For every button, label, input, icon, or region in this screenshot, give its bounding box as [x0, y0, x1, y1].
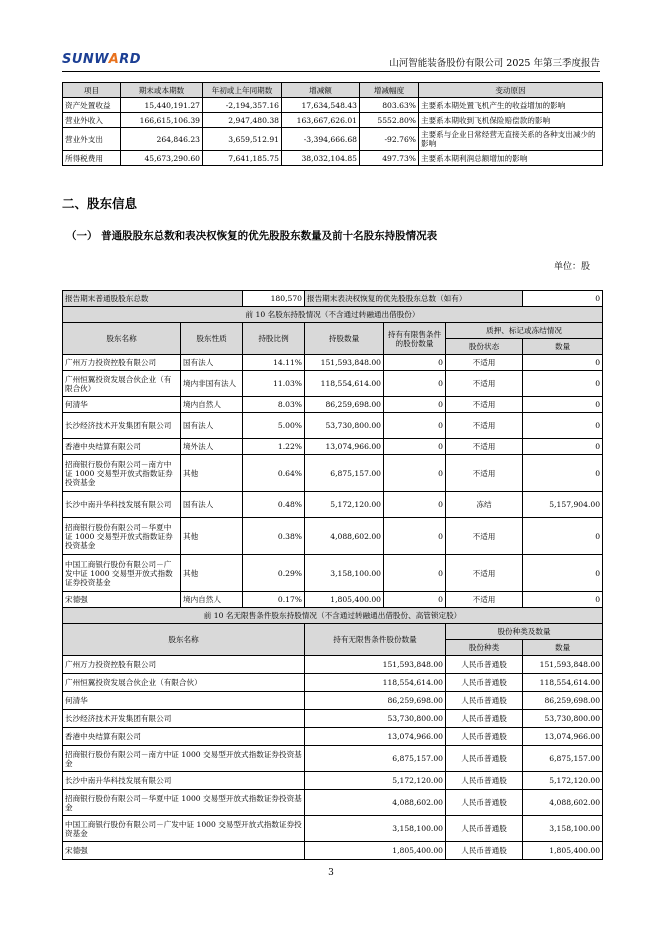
table-cell: 0 [384, 492, 446, 518]
table-cell: 人民币普通股 [446, 656, 523, 674]
table-cell: 3,158,100.00 [305, 555, 384, 592]
table-row [63, 518, 603, 555]
table-cell: 招商银行股份有限公司－华夏中证 1000 交易型开放式指数证券投资基金 [63, 790, 305, 816]
table-row [63, 98, 603, 113]
shareholder-table [62, 290, 603, 860]
table-cell: 53,730,800.00 [523, 710, 603, 728]
table-cell: 0 [523, 413, 603, 439]
table-cell: 人民币普通股 [446, 710, 523, 728]
table-cell: 1,805,400.00 [305, 842, 446, 860]
table-cell: 广州万力投资控股有限公司 [63, 355, 181, 371]
table-cell: 资产处置收益 [63, 98, 121, 113]
table-row [63, 674, 603, 692]
table-cell: 不适用 [446, 371, 523, 397]
table-cell: 招商银行股份有限公司－华夏中证 1000 交易型开放式指数证券投资基金 [63, 518, 181, 555]
unrestricted-title: 前 10 名无限售条件股东持股情况（不含通过转融通出借股份、高管锁定股） [63, 608, 603, 624]
table-row [63, 355, 603, 371]
table-cell: 不适用 [446, 355, 523, 371]
table-cell: 其他 [181, 455, 243, 492]
table-cell: 0 [523, 397, 603, 413]
table-cell: 人民币普通股 [446, 674, 523, 692]
table-row [63, 397, 603, 413]
table-cell: 86,259,698.00 [305, 397, 384, 413]
table-cell: 0 [523, 455, 603, 492]
table-cell: 118,554,614.00 [305, 674, 446, 692]
table-cell: 不适用 [446, 439, 523, 455]
column-header: 数量 [523, 339, 603, 355]
column-header: 质押、标记或冻结情况 [446, 323, 603, 339]
table-cell: 6,875,157.00 [305, 455, 384, 492]
table-row [63, 592, 603, 608]
table-row [63, 728, 603, 746]
table-cell: 长沙中南升华科技发展有限公司 [63, 772, 305, 790]
top10-title: 前 10 名股东持股情况（不含通过转融通出借股份） [63, 307, 603, 323]
column-header: 股份种类及数量 [446, 624, 603, 640]
table-cell: 0 [384, 413, 446, 439]
column-header: 持股数量 [305, 323, 384, 355]
page-number: 3 [328, 868, 334, 878]
table-cell: 53,730,800.00 [305, 413, 384, 439]
table-cell: 不适用 [446, 455, 523, 492]
table-cell: 6,875,157.00 [305, 746, 446, 772]
table-cell: 1,805,400.00 [523, 842, 603, 860]
table-cell: 不适用 [446, 592, 523, 608]
table-cell: 人民币普通股 [446, 728, 523, 746]
column-header: 股份种类 [446, 640, 523, 656]
table-cell: 4,088,602.00 [523, 790, 603, 816]
table-row [63, 151, 603, 166]
table-cell: 0 [384, 439, 446, 455]
table-cell: 5,172,120.00 [305, 772, 446, 790]
table-cell: 境内非国有法人 [181, 371, 243, 397]
table-cell: 5,172,120.00 [523, 772, 603, 790]
column-header: 项目 [63, 83, 121, 98]
table-cell: 151,593,848.00 [305, 656, 446, 674]
table-cell: 0.29% [243, 555, 305, 592]
table-cell: 2,947,480.38 [203, 113, 282, 128]
column-header: 股东名称 [63, 323, 181, 355]
column-header: 变动原因 [419, 83, 603, 98]
column-header: 持股比例 [243, 323, 305, 355]
table-cell: 0 [523, 555, 603, 592]
pref-holders-label: 报告期末表决权恢复的优先股股东总数（如有） [305, 291, 523, 307]
table-cell: 主要系本期利润总额增加的影响 [419, 151, 603, 166]
report-title: 山河智能装备股份有限公司 2025 年第三季度报告 [389, 58, 600, 69]
table-cell: 不适用 [446, 555, 523, 592]
table-cell: 长沙经济技术开发集团有限公司 [63, 413, 181, 439]
table-row [63, 656, 603, 674]
table-row [63, 413, 603, 439]
table-cell: 13,074,966.00 [305, 728, 446, 746]
table-cell: 5,157,904.00 [523, 492, 603, 518]
table-cell: 0 [523, 592, 603, 608]
table-header-row [63, 323, 603, 339]
table-cell: 4,088,602.00 [305, 518, 384, 555]
table-cell: 7,641,185.75 [203, 151, 282, 166]
table-cell: -2,194,357.16 [203, 98, 282, 113]
column-header: 股东性质 [181, 323, 243, 355]
table-cell: -3,394,666.68 [282, 128, 360, 151]
table-cell: 3,158,100.00 [523, 816, 603, 842]
table-cell: 人民币普通股 [446, 746, 523, 772]
table-cell: 主要系本期收到飞机保险赔偿款的影响 [419, 113, 603, 128]
table-cell: 15,440,191.27 [121, 98, 203, 113]
variance-table [62, 82, 603, 166]
table-cell: 0.17% [243, 592, 305, 608]
pref-holders-value: 0 [523, 291, 603, 307]
table-cell: 0.48% [243, 492, 305, 518]
table-cell: 0 [523, 371, 603, 397]
table-cell: 不适用 [446, 413, 523, 439]
table-cell: 长沙经济技术开发集团有限公司 [63, 710, 305, 728]
table-row [63, 842, 603, 860]
table-cell: 人民币普通股 [446, 816, 523, 842]
table-cell: 广州恒翼投资发展合伙企业（有限合伙） [63, 371, 181, 397]
table-cell: 广州恒翼投资发展合伙企业（有限合伙） [63, 674, 305, 692]
table-cell: 13,074,966.00 [305, 439, 384, 455]
table-row [63, 710, 603, 728]
column-header: 数量 [523, 640, 603, 656]
table-cell: 5.00% [243, 413, 305, 439]
table-row [63, 371, 603, 397]
common-holders-value: 180,570 [243, 291, 305, 307]
table-cell: 0 [384, 371, 446, 397]
company-logo: SUNWARD [62, 52, 142, 67]
table-cell: 4,088,602.00 [305, 790, 446, 816]
table-cell: 17,634,548.43 [282, 98, 360, 113]
table-cell: 营业外支出 [63, 128, 121, 151]
table-cell: 803.63% [360, 98, 419, 113]
header-divider [62, 71, 600, 72]
table-header-row [63, 624, 603, 640]
section-header-row [63, 608, 603, 624]
table-cell: 0 [384, 518, 446, 555]
table-cell: 0.38% [243, 518, 305, 555]
table-cell: 45,673,290.60 [121, 151, 203, 166]
table-cell: 163,667,626.01 [282, 113, 360, 128]
table-cell: 长沙中南升华科技发展有限公司 [63, 492, 181, 518]
table-cell: 人民币普通股 [446, 692, 523, 710]
table-row [63, 816, 603, 842]
table-cell: 何清华 [63, 692, 305, 710]
table-cell: 86,259,698.00 [305, 692, 446, 710]
table-row [63, 772, 603, 790]
table-cell: 151,593,848.00 [523, 656, 603, 674]
table-cell: 1.22% [243, 439, 305, 455]
column-header: 股东名称 [63, 624, 305, 656]
section-header-row [63, 307, 603, 323]
table-cell: 86,259,698.00 [523, 692, 603, 710]
table-cell: -92.76% [360, 128, 419, 151]
table-cell: 264,846.23 [121, 128, 203, 151]
table-cell: 0.64% [243, 455, 305, 492]
table-cell: 3,158,100.00 [305, 816, 446, 842]
table-cell: 0 [523, 518, 603, 555]
table-cell: 6,875,157.00 [523, 746, 603, 772]
table-cell: 何清华 [63, 397, 181, 413]
table-cell: 招商银行股份有限公司－南方中证 1000 交易型开放式指数证券投资基金 [63, 746, 305, 772]
table-cell: 国有法人 [181, 492, 243, 518]
table-row [63, 128, 603, 151]
table-cell: 香港中央结算有限公司 [63, 728, 305, 746]
table-row [63, 455, 603, 492]
table-cell: 国有法人 [181, 413, 243, 439]
table-cell: 0 [384, 455, 446, 492]
table-cell: 0 [384, 555, 446, 592]
table-cell: 香港中央结算有限公司 [63, 439, 181, 455]
table-cell: 13,074,966.00 [523, 728, 603, 746]
table-cell: 0 [523, 439, 603, 455]
table-cell: 1,805,400.00 [305, 592, 384, 608]
table-cell: 宋德强 [63, 592, 181, 608]
table-cell: 0 [384, 592, 446, 608]
table-cell: 广州万力投资控股有限公司 [63, 656, 305, 674]
table-cell: 0 [384, 355, 446, 371]
table-cell: 宋德强 [63, 842, 305, 860]
section-title: 二、股东信息 [62, 196, 138, 211]
table-row [63, 492, 603, 518]
table-cell: 38,032,104.85 [282, 151, 360, 166]
table-cell: 118,554,614.00 [305, 371, 384, 397]
column-header: 期末或本期数 [121, 83, 203, 98]
table-cell: 其他 [181, 518, 243, 555]
table-row [63, 790, 603, 816]
table-cell: 人民币普通股 [446, 842, 523, 860]
table-cell: 11.03% [243, 371, 305, 397]
table-cell: 境外法人 [181, 439, 243, 455]
table-cell: 营业外收入 [63, 113, 121, 128]
table-cell: 497.73% [360, 151, 419, 166]
table-cell: 5552.80% [360, 113, 419, 128]
table-cell: 118,554,614.00 [523, 674, 603, 692]
table-cell: 中国工商银行股份有限公司－广发中证 1000 交易型开放式指数证券投资基金 [63, 816, 305, 842]
column-header: 持有无限售条件股份数量 [305, 624, 446, 656]
table-row [63, 113, 603, 128]
summary-row [63, 291, 603, 307]
table-row [63, 692, 603, 710]
table-cell: 其他 [181, 555, 243, 592]
table-cell: 中国工商银行股份有限公司－广发中证 1000 交易型开放式指数证券投资基金 [63, 555, 181, 592]
table-cell: 人民币普通股 [446, 790, 523, 816]
table-cell: 境内自然人 [181, 397, 243, 413]
column-header: 增减幅度 [360, 83, 419, 98]
table-cell: 冻结 [446, 492, 523, 518]
table-cell: 不适用 [446, 397, 523, 413]
table-cell: 53,730,800.00 [305, 710, 446, 728]
unit-label: 单位：股 [553, 262, 590, 272]
table-cell: 招商银行股份有限公司－南方中证 1000 交易型开放式指数证券投资基金 [63, 455, 181, 492]
table-cell: 0 [384, 397, 446, 413]
column-header: 股份状态 [446, 339, 523, 355]
column-header: 年初或上年同期数 [203, 83, 282, 98]
table-cell: 3,659,512.91 [203, 128, 282, 151]
column-header: 持有有限售条件的股份数量 [384, 323, 446, 355]
table-cell: 国有法人 [181, 355, 243, 371]
table-header-row [63, 83, 603, 98]
column-header: 增减额 [282, 83, 360, 98]
table-cell: 151,593,848.00 [305, 355, 384, 371]
table-cell: 8.03% [243, 397, 305, 413]
table-row [63, 555, 603, 592]
table-cell: 0 [523, 355, 603, 371]
table-cell: 不适用 [446, 518, 523, 555]
table-cell: 主要系与企业日常经营无直接关系的各种支出减少的影响 [419, 128, 603, 151]
subsection-title: （一） 普通股股东总数和表决权恢复的优先股股东数量及前十名股东持股情况表 [66, 230, 438, 242]
table-cell: 主要系本期处置飞机产生的收益增加的影响 [419, 98, 603, 113]
table-cell: 5,172,120.00 [305, 492, 384, 518]
table-cell: 所得税费用 [63, 151, 121, 166]
common-holders-label: 报告期末普通股股东总数 [63, 291, 243, 307]
table-cell: 境内自然人 [181, 592, 243, 608]
table-row [63, 439, 603, 455]
table-cell: 166,615,106.39 [121, 113, 203, 128]
table-cell: 14.11% [243, 355, 305, 371]
table-row [63, 746, 603, 772]
table-cell: 人民币普通股 [446, 772, 523, 790]
